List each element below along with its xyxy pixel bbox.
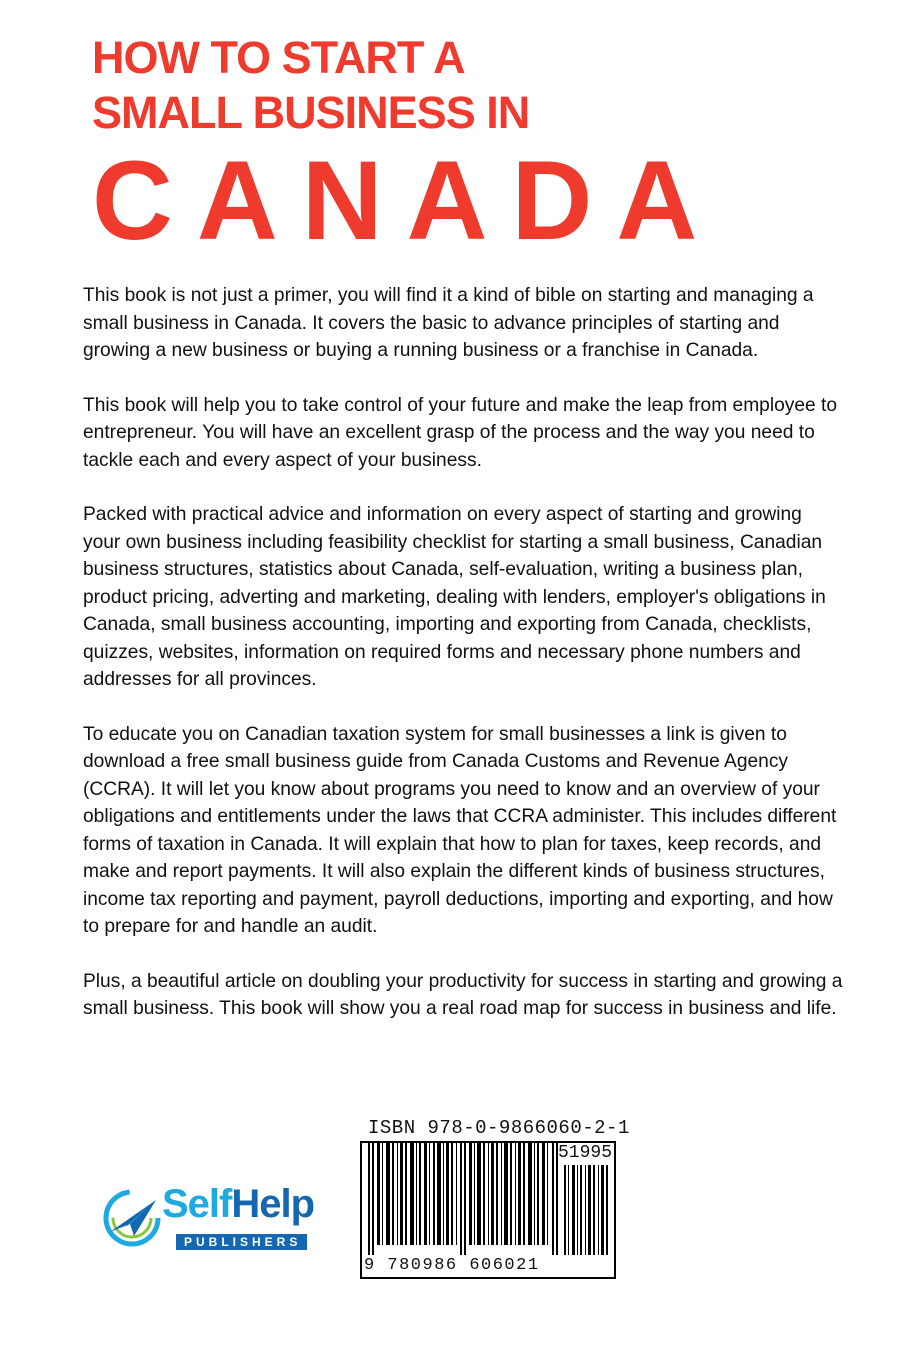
isbn-label: ISBN 978-0-9866060-2-1	[368, 1117, 630, 1139]
title-line-3: CANADA	[92, 138, 722, 263]
publisher-name	[162, 1182, 314, 1227]
isbn-barcode	[360, 1117, 630, 1277]
publisher-subtitle: PUBLISHERS	[176, 1234, 307, 1250]
paragraph: Plus, a beautiful article on doubling your productivity for success in starting and growing a small business. This book will show you a real road map for success in business and life.	[83, 970, 843, 1019]
paper-plane-swirl-icon	[100, 1182, 164, 1254]
barcode-bars-icon	[366, 1143, 610, 1255]
paragraph: To educate you on Canadian taxation system for small businesses a link is given to download a free small business guide from Canada Customs and Revenue Agency (CCRA). It will let you know about programs you need to know and an overview of your obligations and entitlements under the laws that CCRA administer. This includes different forms of taxation in Canada. It will explain that how to plan for taxes, keep records, and make and report payments. It will also explain the different kinds of business structures, income tax reporting and payment, payroll deductions, importing and exporting, and how to prepare for and handle an audit.	[83, 723, 837, 937]
paragraph: This book is not just a primer, you will find it a kind of bible on starting and managing a small business in Canada. It covers the basic to advance principles of starting and growing a new business or buying a running business or a franchise in Canada.	[83, 285, 814, 361]
paragraph: Packed with practical advice and information on every aspect of starting and growing your own business including feasibility checklist for starting a small business, Canadian business structures, statistics about Canada, self-evaluation, writing a business plan, product pricing, adverting and marketing, dealing with lenders, employer's obligations in Canada, small business accounting, importing and exporting from Canada, checklists, quizzes, websites, information on required forms and necessary phone numbers and addresses for all provinces.	[83, 504, 826, 690]
barcode-box	[360, 1141, 616, 1279]
cover-title	[92, 30, 852, 263]
publisher-logo	[100, 1178, 340, 1258]
price-code: 51995	[557, 1143, 612, 1163]
publisher-name-help: Help	[231, 1182, 315, 1226]
ean-number: 9 780986 606021	[364, 1256, 540, 1275]
paragraph: This book will help you to take control of your future and make the leap from employee to entrepreneur. You will have an excellent grasp of the process and the way you need to tackle each and every aspect of your business.	[83, 394, 838, 471]
blurb	[83, 282, 843, 1050]
title-line-1: HOW TO START A	[92, 32, 465, 83]
title-line-2: SMALL BUSINESS IN	[92, 87, 530, 138]
publisher-name-self: Self	[162, 1182, 232, 1226]
